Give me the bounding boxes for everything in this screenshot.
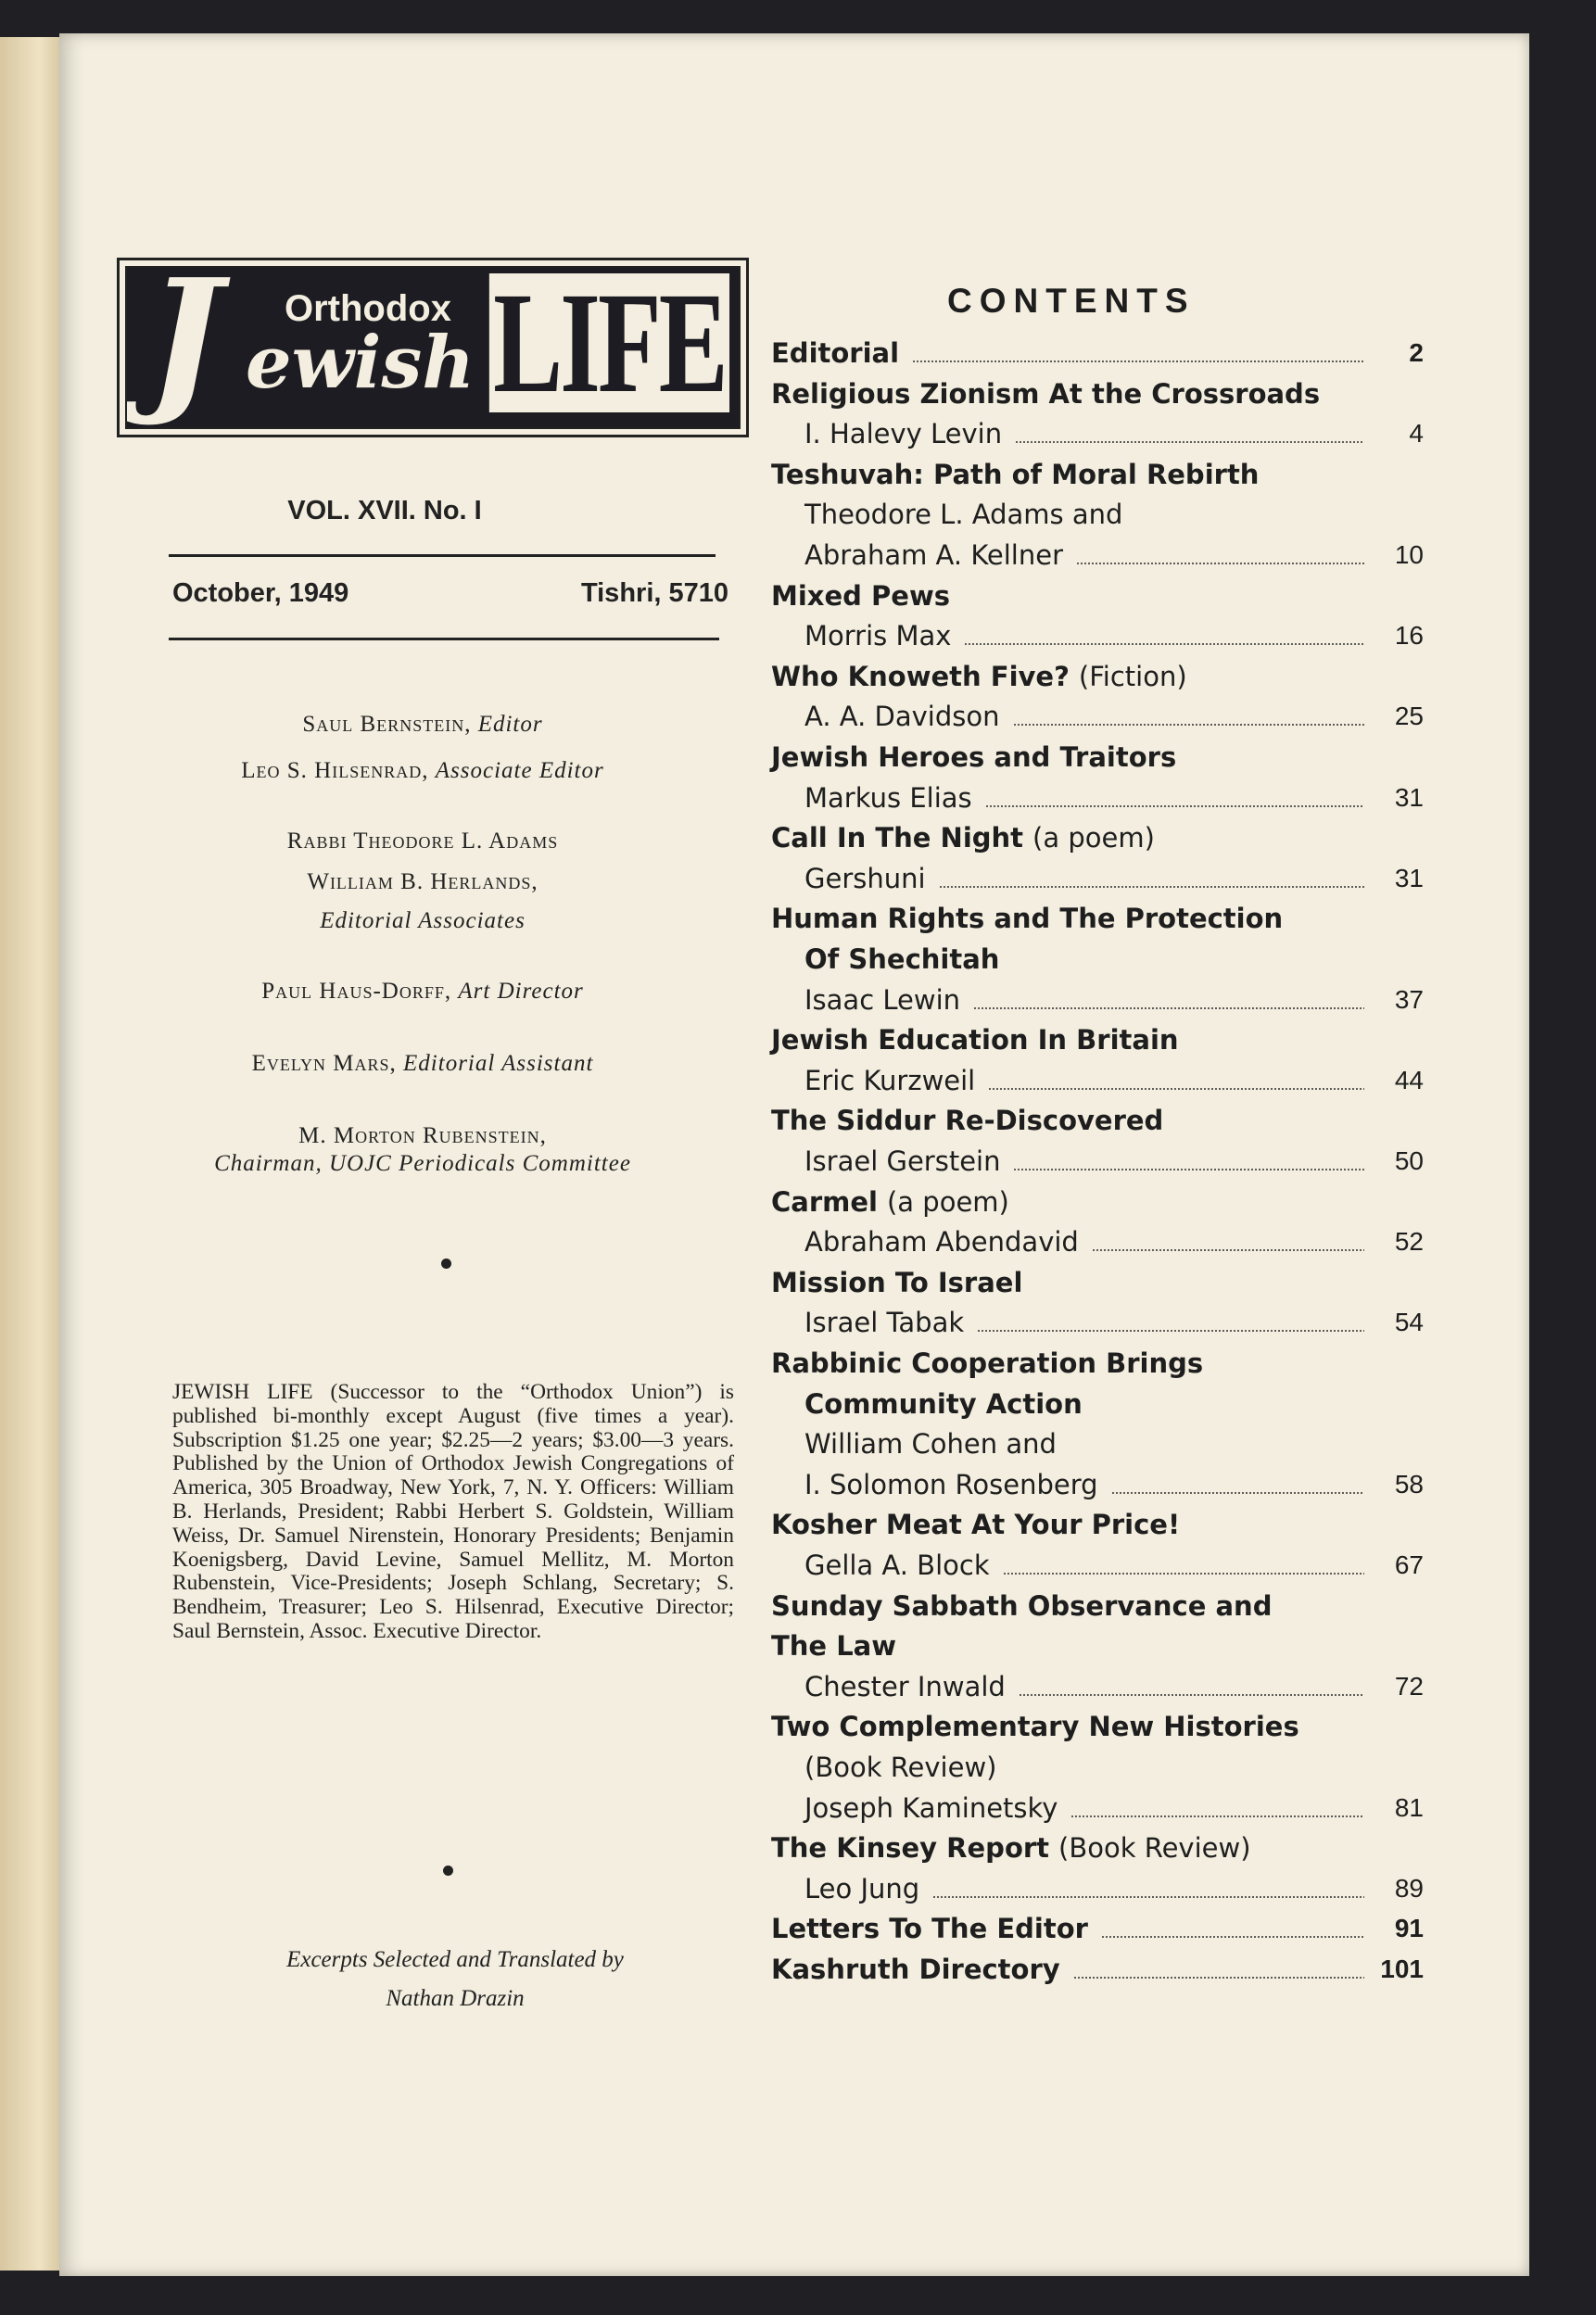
toc-text — [771, 661, 1187, 692]
toc-leader-dots — [973, 1007, 1364, 1009]
toc-page-number: 72 — [1394, 1671, 1424, 1701]
toc-entry — [771, 1707, 1424, 1746]
toc-article-title: Sunday Sabbath Observance and — [771, 1589, 1273, 1622]
toc-text — [771, 1954, 1060, 1985]
hebrew-date: Tishri, 5710 — [580, 578, 728, 608]
toc-author: Chester Inwald — [804, 1670, 1006, 1702]
toc-text — [771, 580, 950, 612]
toc-text — [771, 782, 972, 814]
staff-name: Paul Haus-Dorff, — [261, 979, 452, 1004]
toc-leader-dots — [1019, 1694, 1364, 1696]
toc-text — [771, 418, 1002, 449]
staff-role: Editorial Assistant — [403, 1051, 594, 1076]
toc-entry — [771, 1828, 1424, 1867]
masthead-j: J — [147, 266, 222, 429]
toc-entry — [771, 495, 1424, 534]
toc-entry — [771, 1667, 1424, 1706]
toc-text — [771, 1711, 1299, 1742]
toc-leader-dots — [1003, 1573, 1364, 1575]
toc-leader-dots — [1092, 1249, 1364, 1251]
toc-leader-dots — [1015, 441, 1364, 443]
toc-entry — [771, 1748, 1424, 1787]
toc-author: I. Halevy Levin — [804, 418, 1003, 450]
toc-text — [771, 903, 1283, 934]
toc-article-title: Editorial — [771, 337, 900, 369]
toc-article-title: Letters To The Editor — [771, 1913, 1088, 1945]
issue-date: October, 1949 — [172, 578, 349, 608]
toc-author: William Cohen and — [804, 1428, 1057, 1461]
toc-entry — [771, 657, 1424, 696]
staff-role: Art Director — [458, 979, 584, 1004]
toc-text — [771, 1186, 1009, 1218]
toc-note: (a poem) — [886, 1185, 1009, 1218]
toc-page-number: 67 — [1394, 1550, 1424, 1579]
excerpts-credit — [182, 1941, 728, 2018]
toc-entry — [771, 414, 1424, 453]
toc-author: Isaac Lewin — [804, 983, 961, 1016]
toc-page-number: 44 — [1394, 1065, 1424, 1094]
toc-leader-dots — [1073, 1977, 1364, 1979]
toc-entry — [771, 980, 1424, 1019]
toc-entry — [771, 1344, 1424, 1383]
toc-article-title: Carmel — [771, 1185, 878, 1218]
staff-adams — [135, 829, 710, 854]
toc-author: Abraham A. Kellner — [804, 539, 1063, 571]
toc-leader-dots — [1070, 1815, 1364, 1817]
toc-entry — [771, 576, 1424, 615]
toc-author: A. A. Davidson — [804, 701, 1000, 733]
toc-entry — [771, 1020, 1424, 1059]
toc-entry — [771, 1061, 1424, 1100]
toc-entry — [771, 616, 1424, 655]
toc-page-number: 101 — [1380, 1954, 1424, 1983]
staff-art-director — [135, 979, 710, 1005]
toc-entry — [771, 1789, 1424, 1828]
masthead-orthodox: Orthodox — [285, 288, 451, 329]
toc-entry — [771, 859, 1424, 898]
volume-number: VOL. XVII. No. I — [287, 496, 482, 525]
toc-text — [771, 1065, 975, 1096]
toc-entry — [771, 1869, 1424, 1908]
toc-author: Eric Kurzweil — [804, 1064, 976, 1096]
divider — [169, 554, 716, 557]
toc-entry — [771, 455, 1424, 494]
toc-text — [771, 378, 1320, 410]
toc-text — [771, 1347, 1203, 1379]
toc-page-number: 2 — [1409, 338, 1424, 367]
toc-text — [771, 1671, 1006, 1702]
toc-note: (a poem) — [1032, 822, 1155, 854]
toc-entry — [771, 697, 1424, 736]
toc-entry — [771, 1465, 1424, 1504]
toc-text — [771, 984, 960, 1016]
toc-entry — [771, 1546, 1424, 1585]
toc-author: Morris Max — [804, 620, 952, 652]
toc-author: Leo Jung — [804, 1872, 920, 1904]
toc-text — [771, 459, 1259, 490]
toc-page-number: 58 — [1394, 1469, 1424, 1499]
toc-entry — [771, 778, 1424, 817]
toc-text — [771, 1024, 1179, 1056]
toc-author: I. Solomon Rosenberg — [804, 1468, 1098, 1500]
toc-note: (Fiction) — [1078, 660, 1187, 692]
toc-text — [771, 1307, 964, 1338]
toc-text — [771, 1388, 1083, 1420]
toc-text — [771, 1469, 1098, 1500]
toc-leader-dots — [1101, 1936, 1364, 1938]
toc-note: (Book Review) — [1058, 1832, 1251, 1865]
toc-article-title: Call In The Night — [771, 822, 1024, 854]
staff-name: Saul Bernstein, — [302, 712, 472, 737]
masthead-life: LIFE — [489, 273, 729, 412]
toc-author: Joseph Kaminetsky — [804, 1791, 1058, 1824]
toc-text — [771, 1428, 1057, 1460]
toc-entry — [771, 1263, 1424, 1302]
toc-article-title: Religious Zionism At the Crossroads — [771, 377, 1321, 410]
toc-author: Gella A. Block — [804, 1550, 990, 1581]
toc-article-title: Jewish Heroes and Traitors — [771, 741, 1177, 773]
toc-entry — [771, 1950, 1424, 1989]
toc-article-title: Community Action — [804, 1387, 1083, 1420]
staff-name: Rabbi Theodore L. Adams — [286, 829, 559, 854]
toc-article-title: Mixed Pews — [771, 579, 951, 612]
toc-text — [771, 1792, 1058, 1824]
toc-article-title: Human Rights and The Protection — [771, 903, 1284, 935]
toc-article-title: The Kinsey Report — [771, 1832, 1050, 1865]
toc-entry — [771, 1424, 1424, 1463]
toc-entry — [771, 738, 1424, 777]
toc-article-title: The Law — [771, 1630, 897, 1663]
issue-dateline — [172, 578, 728, 609]
staff-name: William B. Herlands, — [307, 869, 538, 894]
staff-periodicals-chair — [135, 1151, 710, 1177]
toc-article-title: Of Shechitah — [804, 943, 1000, 975]
toc-entry — [771, 536, 1424, 575]
toc-text — [771, 1105, 1163, 1136]
toc-entry — [771, 374, 1424, 413]
toc-text — [771, 1873, 919, 1904]
bullet-icon — [441, 1259, 451, 1269]
toc-entry — [771, 1505, 1424, 1544]
toc-author: Israel Gerstein — [804, 1145, 1001, 1177]
toc-page-number: 37 — [1394, 984, 1424, 1014]
staff-editor — [135, 712, 710, 738]
toc-leader-dots — [964, 643, 1364, 645]
toc-entry — [771, 818, 1424, 857]
toc-leader-dots — [1013, 724, 1365, 726]
toc-leader-dots — [1111, 1492, 1364, 1494]
toc-entry — [771, 1101, 1424, 1140]
toc-leader-dots — [985, 805, 1364, 807]
toc-text — [771, 1226, 1079, 1258]
toc-text — [771, 1267, 1022, 1298]
toc-article-title: Teshuvah: Path of Moral Rebirth — [771, 458, 1260, 490]
toc-author: Theodore L. Adams and — [804, 499, 1123, 531]
bullet-icon — [443, 1866, 453, 1876]
staff-name: Leo S. Hilsenrad, — [241, 758, 429, 783]
toc-entry — [771, 1303, 1424, 1342]
toc-text — [771, 943, 999, 975]
toc-leader-dots — [932, 1896, 1364, 1898]
toc-article-title: Kosher Meat At Your Price! — [771, 1509, 1181, 1541]
staff-rubenstein — [135, 1123, 710, 1149]
masthead-banner — [125, 266, 741, 429]
toc-text — [771, 1832, 1251, 1864]
toc-leader-dots — [939, 886, 1364, 888]
staff-role: Chairman, UOJC Periodicals Committee — [214, 1151, 631, 1176]
staff-role: Editor — [477, 712, 543, 737]
toc-text — [771, 337, 899, 369]
toc-page-number: 91 — [1394, 1914, 1424, 1943]
toc-text — [771, 863, 926, 894]
staff-name: M. Morton Rubenstein, — [298, 1123, 547, 1148]
toc-page-number: 50 — [1394, 1146, 1424, 1175]
staff-editorial-assistant — [135, 1051, 710, 1077]
toc-text — [771, 701, 1000, 732]
toc-text — [771, 741, 1176, 773]
toc-text — [771, 499, 1122, 530]
toc-article-title: Kashruth Directory — [771, 1954, 1060, 1985]
toc-page-number: 81 — [1394, 1792, 1424, 1822]
excerpts-line: Excerpts Selected and Translated by — [286, 1947, 624, 1972]
contents-heading: CONTENTS — [947, 282, 1196, 320]
toc-text — [771, 1630, 896, 1662]
toc-article-title: Who Knoweth Five? — [771, 660, 1070, 692]
toc-leader-dots — [1013, 1169, 1364, 1170]
toc-leader-dots — [988, 1088, 1364, 1090]
masthead-ewish: ewish — [246, 321, 475, 405]
toc-text — [771, 620, 951, 651]
toc-leader-dots — [1076, 563, 1364, 564]
staff-editorial-associates — [135, 908, 710, 934]
toc-entry — [771, 1626, 1424, 1665]
toc-entry — [771, 1142, 1424, 1181]
toc-page-number: 31 — [1394, 863, 1424, 892]
staff-role: Editorial Associates — [320, 908, 526, 933]
toc-entry — [771, 1587, 1424, 1626]
staff-name: Evelyn Mars, — [251, 1051, 397, 1076]
toc-entry — [771, 334, 1424, 373]
toc-page-number: 31 — [1394, 782, 1424, 812]
staff-herlands — [135, 869, 710, 895]
divider — [169, 638, 719, 640]
toc-author: Abraham Abendavid — [804, 1226, 1079, 1259]
toc-article-title: Two Complementary New Histories — [771, 1711, 1299, 1743]
toc-page-number: 25 — [1394, 702, 1424, 731]
publication-note: JEWISH LIFE (Successor to the “Orthodox Union”) is published bi-monthly except August (five times a year). Subscription $1.25 one year; $2.25—2 years; $3.00—3 years. Published by the Union of Orthodox Jewish Congregations of America, 305 Broadway, New York, 7, N. Y. Officers: William B. Herlands, President; Rabbi Herbert S. Goldstein, William Weiss, Dr. Samuel Nirenstein, Honorary Presidents; Benjamin Koenigsberg, David Levine, Samuel Mellitz, M. Morton Rubenstein, Vice-Presidents; Joseph Schlang, Secretary; S. Bendheim, Treasurer; Leo S. Hilsenrad, Executive Director; Saul Bernstein, Assoc. Executive Director. — [172, 1380, 734, 1643]
staff-associate-editor — [135, 758, 710, 784]
toc-text — [771, 1590, 1272, 1622]
toc-text — [771, 1550, 990, 1581]
toc-author: Markus Elias — [804, 781, 972, 814]
toc-article-title: Jewish Education In Britain — [771, 1024, 1179, 1056]
toc-page-number: 54 — [1394, 1308, 1424, 1337]
masthead-logo — [117, 258, 749, 437]
toc-page-number: 52 — [1394, 1227, 1424, 1257]
toc-page-number: 10 — [1394, 540, 1424, 569]
toc-entry — [771, 1222, 1424, 1261]
toc-article-title: Rabbinic Cooperation Brings — [771, 1347, 1204, 1379]
toc-text — [771, 1913, 1088, 1944]
toc-leader-dots — [977, 1330, 1364, 1332]
toc-page-number: 16 — [1394, 621, 1424, 651]
toc-article-title: Mission To Israel — [771, 1266, 1023, 1298]
toc-author: Gershuni — [804, 862, 926, 894]
toc-page-number: 4 — [1409, 419, 1424, 449]
toc-author: (Book Review) — [804, 1752, 997, 1783]
toc-text — [771, 1752, 997, 1783]
toc-page-number: 89 — [1394, 1873, 1424, 1903]
translator-name: Nathan Drazin — [386, 1986, 525, 2011]
toc-text — [771, 1509, 1180, 1540]
toc-article-title: The Siddur Re-Discovered — [771, 1105, 1164, 1137]
toc-entry — [771, 1183, 1424, 1221]
toc-entry — [771, 1909, 1424, 1948]
toc-entry — [771, 940, 1424, 979]
staff-role: Associate Editor — [435, 758, 604, 783]
toc-entry — [771, 899, 1424, 938]
toc-leader-dots — [912, 361, 1364, 362]
toc-text — [771, 822, 1155, 854]
toc-entry — [771, 1385, 1424, 1423]
toc-text — [771, 539, 1063, 571]
toc-author: Israel Tabak — [804, 1307, 965, 1339]
toc-text — [771, 1145, 1000, 1177]
